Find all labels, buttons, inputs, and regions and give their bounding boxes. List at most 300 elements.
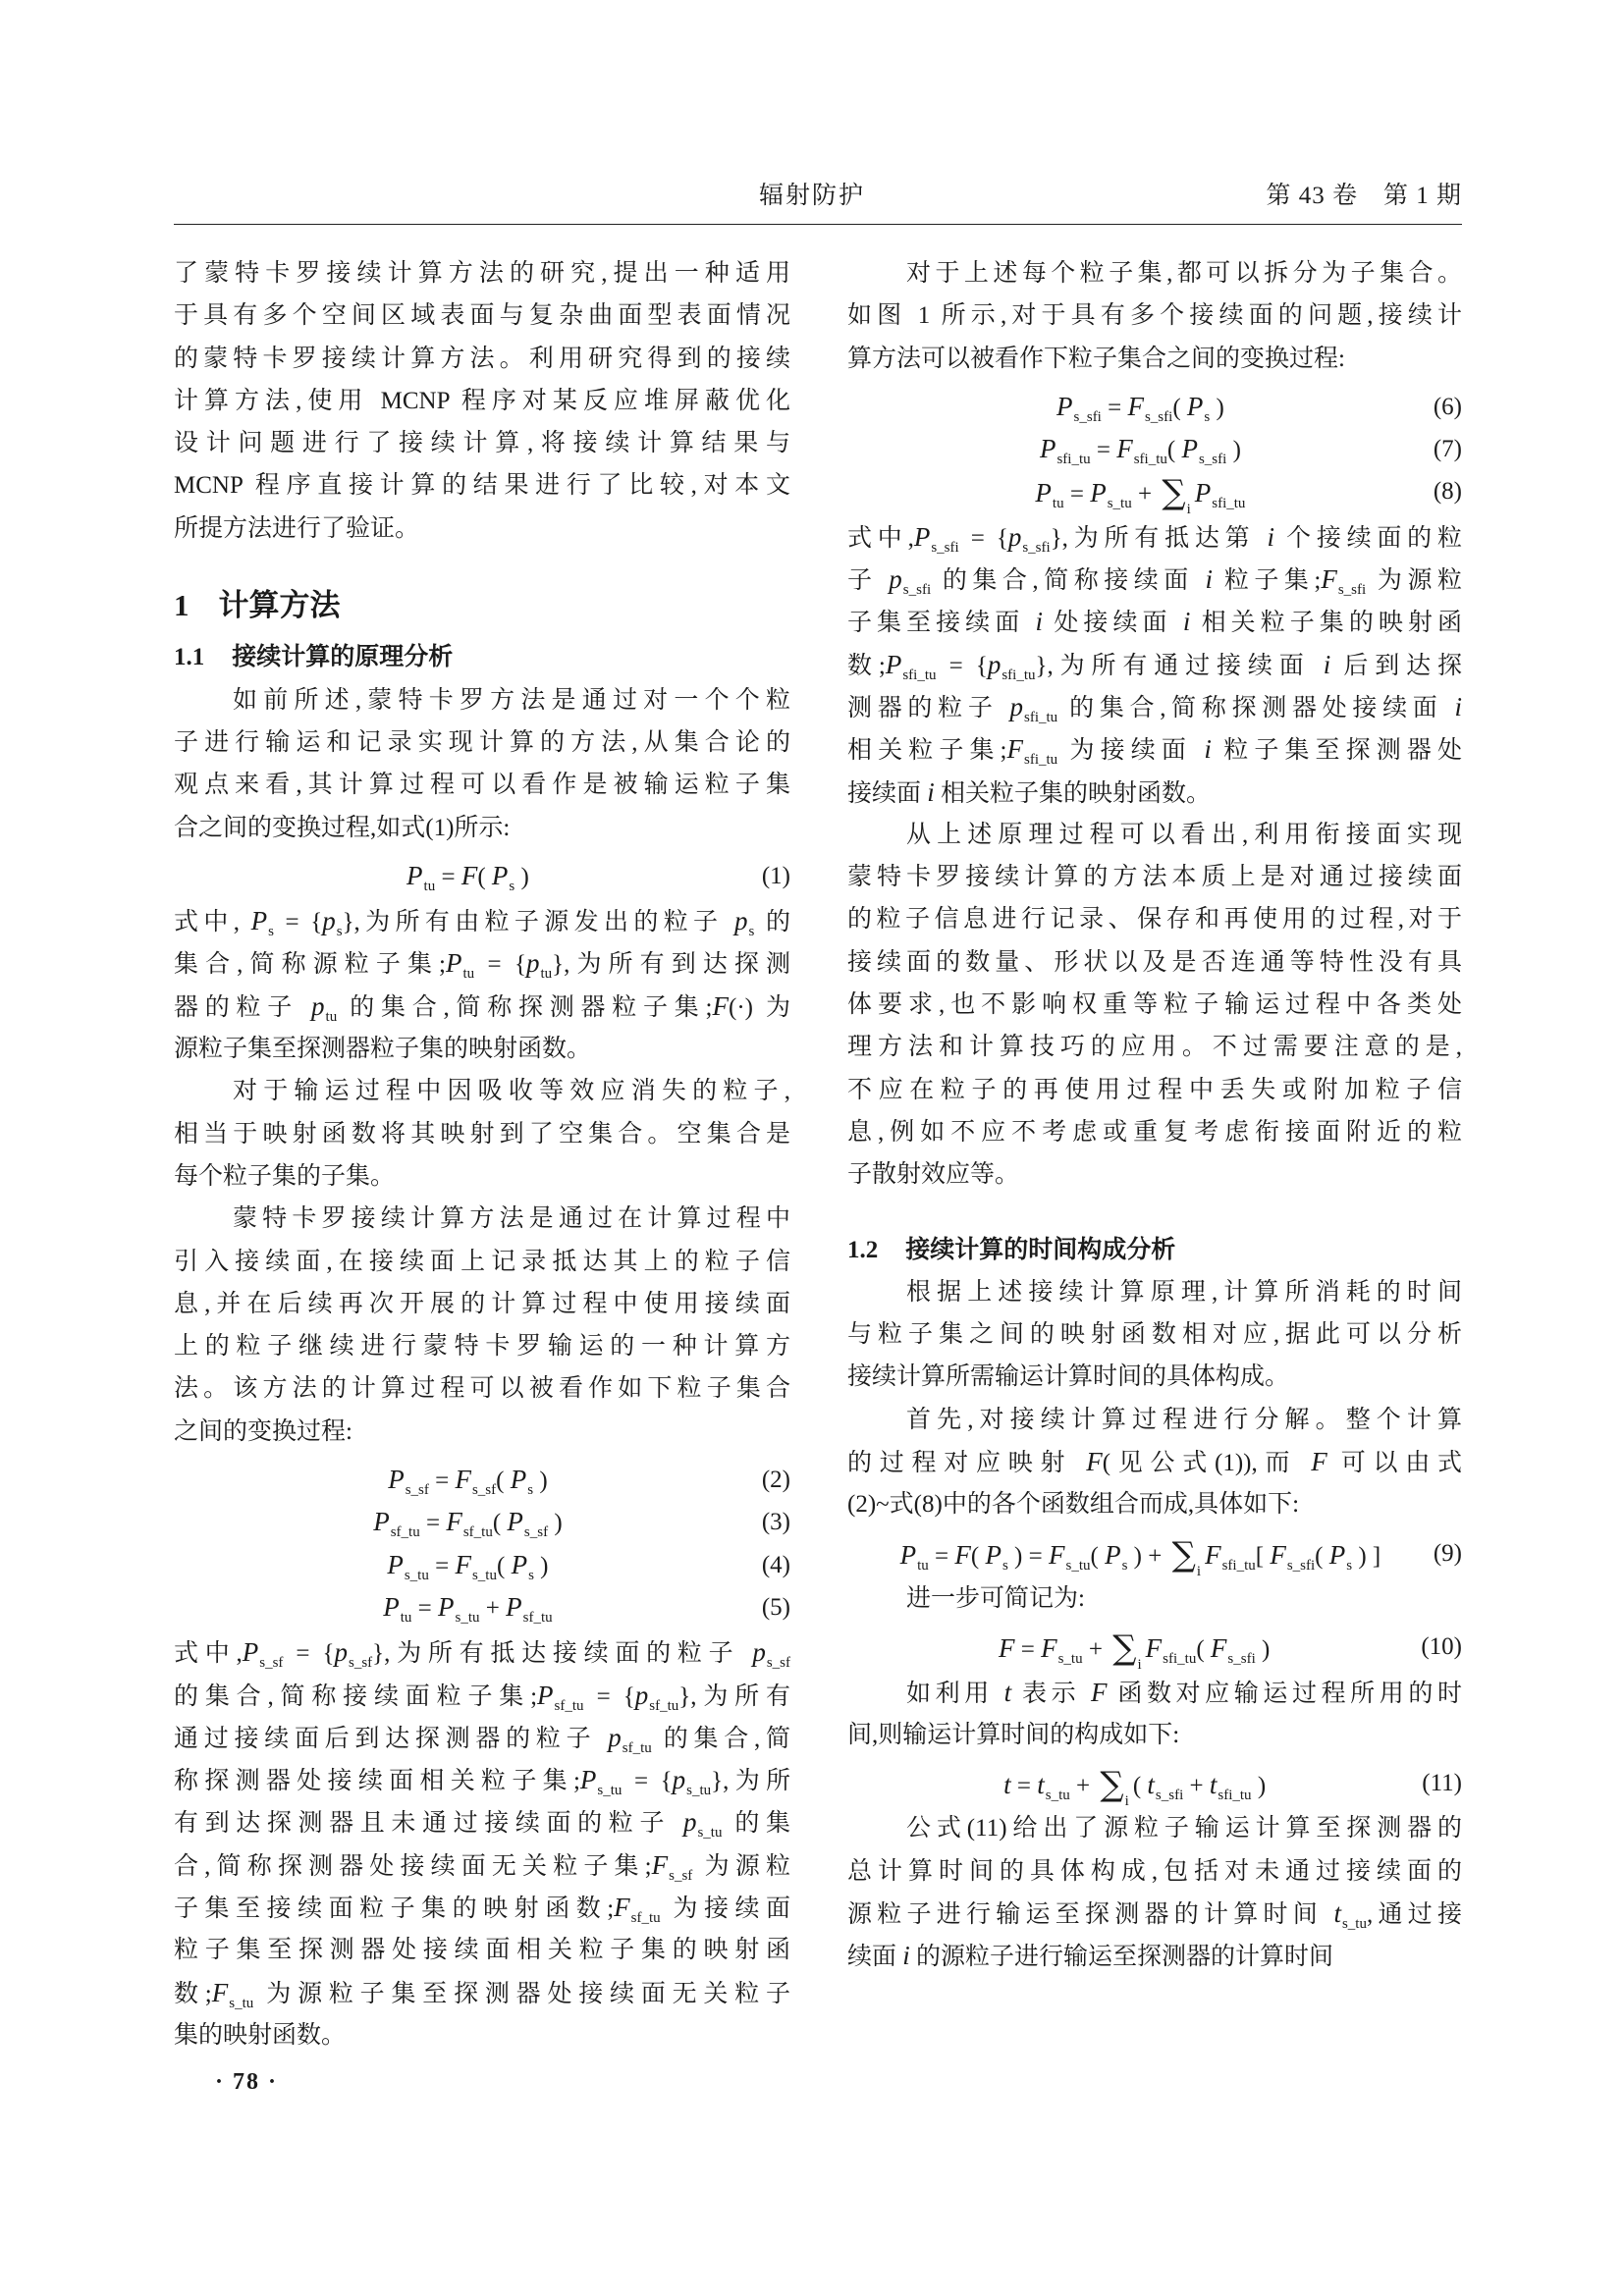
math-variable: F <box>1321 564 1337 595</box>
text-run: 为接续面 <box>1057 737 1205 765</box>
text-run: ) <box>533 1552 549 1579</box>
equation-number: (11) <box>1422 1770 1462 1797</box>
text-run: = <box>428 1468 456 1495</box>
math-subscript: i <box>1196 1563 1202 1579</box>
text-run: = <box>419 1510 447 1537</box>
text-run: 从上述原理过程可以看出,利用衔接面实现 <box>906 821 1462 848</box>
text-run: = { <box>273 909 323 936</box>
math-variable: P <box>373 1507 390 1537</box>
math-term <box>438 1591 480 1626</box>
text-run: (见公式(1)),而 <box>1102 1450 1312 1477</box>
text-run: 上的粒子继续进行蒙特卡罗输运的一种计算方 <box>174 1333 790 1361</box>
text-run: 为源粒 <box>692 1852 790 1880</box>
math-variable: p <box>311 990 325 1021</box>
math-subscript: sfi_tu <box>1056 452 1091 468</box>
text-run: 息,例如不应不考虑或重复考虑衔接面附近的粒 <box>847 1118 1462 1146</box>
math-term <box>1035 478 1064 512</box>
summation-symbol <box>1162 473 1191 518</box>
text-run: ) + <box>1127 1542 1168 1570</box>
math-subscript: sfi_tu <box>1023 709 1058 725</box>
text-line <box>174 1675 790 1717</box>
math-variable: P <box>388 1465 405 1495</box>
text-line <box>174 294 790 337</box>
text-line <box>847 898 1462 940</box>
text-line <box>847 559 1462 601</box>
math-variable: P <box>446 948 462 979</box>
text-run: MCNP 程序直接计算的结果进行了比较,对本文 <box>174 472 790 500</box>
equation-formula <box>174 1501 762 1543</box>
math-variable: p <box>608 1722 622 1752</box>
text-run: },为所 <box>711 1768 790 1795</box>
text-line <box>174 1113 790 1155</box>
math-subscript: s_tu <box>404 1567 429 1583</box>
equation-number: (7) <box>1433 436 1462 463</box>
text-run: 观点来看,其计算过程可以看作是被输运粒子集 <box>174 772 790 799</box>
text-line <box>847 516 1462 559</box>
math-term <box>1181 434 1227 468</box>
text-run: 的集合,简称探测器粒子集; <box>337 993 713 1021</box>
math-term <box>1186 391 1211 425</box>
text-run: (2)~式(8)中的各个函数组合而成,具体如下: <box>847 1491 1300 1519</box>
text-run: 测器的粒子 <box>847 694 1010 721</box>
text-line <box>174 764 790 806</box>
text-run: ) <box>514 863 529 890</box>
math-term <box>387 1549 429 1583</box>
issue-info: 第 43 卷 第 1 期 <box>1266 183 1462 209</box>
text-run: 对于输运过程中因吸收等效应消失的粒子, <box>233 1078 790 1105</box>
math-subscript: s_sfi <box>902 582 932 599</box>
text-run: ( <box>477 863 492 890</box>
left-column <box>174 252 790 2056</box>
text-run: 可以由式 <box>1326 1450 1462 1477</box>
math-term <box>334 1637 373 1672</box>
math-subscript: s_sf <box>669 1867 693 1884</box>
text-run: 的集 <box>722 1810 790 1838</box>
math-variable: F <box>651 1849 669 1880</box>
math-term <box>537 1680 584 1714</box>
math-subscript: s_sf <box>405 1482 429 1499</box>
text-line <box>847 856 1462 898</box>
math-term <box>672 1765 712 1799</box>
math-term <box>1333 1897 1367 1932</box>
math-variable: p <box>334 1637 348 1668</box>
math-subscript: sfi_tu <box>1163 1651 1197 1668</box>
text-run: 源粒子进行输运至探测器的计算时间 <box>847 1900 1334 1928</box>
math-term <box>211 1977 254 2011</box>
math-variable: F <box>1006 734 1023 765</box>
text-run: = <box>928 1542 955 1570</box>
math-variable: t <box>1333 1897 1341 1928</box>
text-line <box>174 986 790 1028</box>
text-run: ( <box>1172 394 1187 421</box>
text-run: 对于上述每个粒子集,都可以拆分为子集合。 <box>906 260 1462 287</box>
math-subscript: s_sfi <box>1022 539 1051 556</box>
math-subscript: s_tu <box>471 1567 497 1583</box>
equation <box>847 1762 1462 1810</box>
math-term <box>985 1539 1008 1574</box>
text-run: 函数对应输运过程所用的时 <box>1107 1680 1462 1707</box>
math-term <box>734 906 755 940</box>
subsection-heading <box>174 636 790 678</box>
text-run: 理方法和计算技巧的应用。不过需要注意的是, <box>847 1034 1462 1061</box>
math-subscript: sfi_tu <box>1221 1557 1256 1574</box>
text-run: 个接续面的粒 <box>1274 524 1462 552</box>
math-variable: p <box>672 1765 686 1795</box>
math-variable: i <box>1323 649 1331 679</box>
math-term <box>634 1680 679 1714</box>
math-subscript: tu <box>400 1609 412 1626</box>
math-term <box>889 564 932 599</box>
math-subscript: tu <box>423 878 436 894</box>
math-variable: F <box>455 1465 471 1495</box>
text-run: ( <box>1090 1542 1106 1570</box>
math-variable: P <box>511 1549 528 1579</box>
math-subscript: sf_tu <box>462 1524 493 1541</box>
text-line <box>174 507 790 550</box>
math-variable: F <box>1041 1633 1057 1664</box>
math-variable: t <box>1209 1770 1218 1800</box>
text-run: },为所有 <box>678 1682 791 1710</box>
text-line <box>174 1631 790 1674</box>
text-run: 粒子集; <box>1213 567 1322 595</box>
text-line <box>174 1198 790 1240</box>
equation-number: (2) <box>761 1467 790 1494</box>
text-run: 相关粒子集的映射函 <box>1190 610 1462 637</box>
math-variable: P <box>250 906 268 936</box>
text-run: 与粒子集之间的映射函数相对应,据此可以分析 <box>847 1321 1462 1349</box>
text-run: ) <box>1255 1636 1271 1664</box>
math-variable: P <box>510 1465 527 1495</box>
math-subscript: s_sf <box>766 1655 790 1672</box>
text-line <box>174 1717 790 1759</box>
math-subscript: s_sfi <box>1155 1788 1184 1804</box>
math-term <box>1321 564 1367 599</box>
equation-formula <box>847 428 1434 470</box>
paragraph <box>847 814 1462 1197</box>
text-run: 设计问题进行了接续计算,将接续计算结果与 <box>174 430 790 457</box>
text-run: = <box>411 1594 438 1622</box>
math-variable: P <box>537 1680 554 1710</box>
math-variable: p <box>322 906 336 936</box>
math-variable: F <box>1091 1677 1108 1707</box>
math-term <box>507 1507 549 1541</box>
math-subscript: sfi_tu <box>1218 1788 1252 1804</box>
paragraph <box>174 252 790 550</box>
math-subscript: tu <box>917 1557 929 1574</box>
math-variable: P <box>1090 478 1107 508</box>
text-run: 的过程对应映射 <box>847 1450 1087 1477</box>
math-term <box>885 649 937 683</box>
math-variable: F <box>460 860 478 890</box>
subsection-title: 接续计算的原理分析 <box>232 644 454 671</box>
math-term <box>511 1549 534 1583</box>
text-run: 如前所述,蒙特卡罗方法是通过对一个个粒 <box>233 686 790 714</box>
math-term <box>1090 478 1132 512</box>
text-run: 接续面 <box>847 779 928 807</box>
math-variable: F <box>1048 1539 1065 1570</box>
text-line <box>174 1929 790 1971</box>
text-run: ( <box>1315 1542 1329 1570</box>
text-run: (·) 为 <box>729 993 790 1021</box>
math-variable: F <box>1116 434 1133 464</box>
math-subscript: s <box>1346 1557 1353 1574</box>
math-variable: t <box>1003 1677 1012 1707</box>
math-variable: F <box>1086 1447 1103 1477</box>
sum-sign: ∑ <box>1162 473 1186 513</box>
math-term <box>311 990 338 1025</box>
text-run: 的 <box>754 909 790 936</box>
math-term <box>446 1507 493 1541</box>
text-run: 如图 1 所示,对于具有多个接续面的问题,接续计 <box>847 302 1462 330</box>
text-run: 不应在粒子的再使用过程中丢失或附加粒子信 <box>847 1076 1462 1103</box>
subsection-heading <box>847 1229 1462 1271</box>
math-subscript: s_sf <box>523 1524 549 1541</box>
math-term <box>1006 734 1058 769</box>
math-subscript: s <box>748 924 755 940</box>
math-variable: F <box>1127 391 1144 421</box>
math-term <box>1007 521 1051 556</box>
text-run: 为源粒子集至探测器处接续面无关粒子 <box>253 1980 790 2007</box>
text-run: + <box>1131 481 1159 508</box>
math-variable: i <box>902 1941 910 1971</box>
text-run: = <box>428 1552 456 1579</box>
text-run: 式中, <box>174 909 251 936</box>
text-run: + <box>1183 1773 1210 1800</box>
equation-formula <box>174 1586 762 1629</box>
math-subscript: tu <box>540 966 553 983</box>
math-term <box>712 990 730 1021</box>
text-run: ) = <box>1007 1542 1049 1570</box>
text-line <box>847 338 1462 380</box>
text-run: 称探测器处接续面相关粒子集; <box>174 1768 580 1795</box>
section-number: 1 <box>174 588 189 623</box>
math-term <box>388 1465 429 1499</box>
paragraph <box>174 1070 790 1198</box>
math-subscript: s <box>336 924 343 940</box>
math-variable: p <box>682 1807 697 1838</box>
text-line <box>174 1241 790 1283</box>
text-run: 式中, <box>847 524 914 552</box>
math-term <box>373 1507 420 1541</box>
section-heading <box>174 584 790 626</box>
math-variable: F <box>1145 1633 1163 1664</box>
text-run: 源粒子集至探测器粒子集的映射函数。 <box>174 1036 592 1063</box>
equation-number: (5) <box>761 1593 790 1621</box>
equation <box>847 1626 1462 1674</box>
sum-sign: ∑ <box>1171 1534 1196 1575</box>
math-subscript: tu <box>1052 496 1064 512</box>
text-line <box>174 464 790 507</box>
math-variable: P <box>1056 391 1073 421</box>
math-subscript: s <box>1121 1557 1128 1574</box>
math-variable: P <box>1035 478 1052 508</box>
math-variable: i <box>1454 691 1462 721</box>
math-term <box>614 1892 661 1926</box>
math-variable: P <box>985 1539 1001 1570</box>
math-term <box>455 1549 497 1583</box>
text-run: ( <box>970 1542 986 1570</box>
summation-symbol <box>1171 1534 1202 1579</box>
text-run: = <box>1090 437 1117 464</box>
text-run: 总计算时间的具体构成,包括对未通过接续面的 <box>847 1857 1462 1885</box>
text-run: = <box>1010 1773 1038 1800</box>
text-line <box>174 1411 790 1453</box>
math-variable: i <box>1267 521 1274 552</box>
math-term <box>927 776 935 807</box>
text-line <box>174 1887 790 1929</box>
text-run: 了蒙特卡罗接续计算方法的研究,提出一种适用 <box>174 260 790 287</box>
text-run: 法。该方法的计算过程可以被看作如下粒子集合 <box>174 1375 790 1403</box>
math-subscript: s_tu <box>686 1783 712 1799</box>
math-term <box>1205 564 1214 595</box>
text-line <box>174 1028 790 1070</box>
math-variable: P <box>1105 1539 1121 1570</box>
text-line <box>847 1577 1462 1620</box>
math-term <box>242 1637 284 1672</box>
math-variable: p <box>889 564 902 595</box>
text-line <box>174 252 790 294</box>
text-run: ( <box>496 1552 512 1579</box>
text-run: = { <box>583 1682 635 1710</box>
math-variable: t <box>1003 1770 1011 1800</box>
math-subscript: i <box>1186 502 1191 518</box>
math-subscript: s <box>1204 408 1211 425</box>
header-rule <box>174 224 1462 225</box>
paragraph <box>847 1577 1462 1620</box>
equation <box>174 1501 790 1543</box>
math-subscript: s_tu <box>1107 496 1132 512</box>
math-subscript: s_sf <box>471 1482 497 1499</box>
text-run: = { <box>474 951 526 979</box>
text-line <box>847 252 1462 294</box>
math-term <box>987 649 1036 683</box>
text-run: 为源粒 <box>1366 567 1462 595</box>
text-run: 公式(11)给出了源粒子输运计算至探测器的 <box>906 1815 1462 1842</box>
math-term <box>752 1637 790 1672</box>
text-run: 有到达探测器且未通过接续面的粒子 <box>174 1810 683 1838</box>
text-run: ) <box>533 1468 548 1495</box>
text-run: ) ] <box>1352 1542 1381 1570</box>
math-term <box>1091 1677 1108 1707</box>
math-subscript: s_tu <box>229 1995 254 2011</box>
text-run: 息,并在后续再次开展的计算过程中使用接续面 <box>174 1290 790 1317</box>
math-variable: P <box>491 860 509 890</box>
math-variable: p <box>752 1637 766 1668</box>
text-line <box>847 601 1462 643</box>
math-variable: P <box>913 521 931 552</box>
math-subscript: s_tu <box>1057 1651 1083 1668</box>
math-subscript: s_sfi <box>1227 1651 1256 1668</box>
text-run: },为所有抵达第 <box>1050 524 1268 552</box>
text-run: ( <box>492 1510 508 1537</box>
text-run: 后到达探 <box>1330 652 1462 679</box>
text-line <box>174 1070 790 1112</box>
math-variable: P <box>1194 478 1212 508</box>
math-term <box>1039 434 1091 468</box>
text-run: ,通过接 <box>1366 1900 1462 1928</box>
text-run: = { <box>622 1768 673 1795</box>
math-subscript: s_tu <box>1065 1557 1091 1574</box>
paragraph <box>847 1807 1462 1977</box>
math-variable: F <box>211 1977 229 2007</box>
text-run: ) <box>1210 394 1224 421</box>
math-variable: P <box>1039 434 1056 464</box>
text-run: 子集至接续面 <box>847 610 1036 637</box>
equation-formula <box>847 386 1434 428</box>
math-term <box>525 948 553 983</box>
equation-number: (9) <box>1433 1539 1462 1567</box>
text-run: 蒙特卡罗接续计算方法是通过在计算过程中 <box>233 1205 790 1233</box>
math-term <box>998 1633 1015 1664</box>
text-run: 进一步可简记为: <box>906 1584 1085 1612</box>
math-variable: F <box>1270 1539 1286 1570</box>
math-term <box>1454 691 1462 721</box>
text-line <box>847 1399 1462 1441</box>
text-line <box>174 807 790 849</box>
text-run: 的粒子信息进行记录、保存和再使用的过程,对于 <box>847 906 1462 934</box>
paragraph <box>847 516 1462 814</box>
math-subscript: sf_tu <box>390 1524 420 1541</box>
summation-symbol <box>1112 1629 1142 1674</box>
text-run: 如利用 <box>906 1680 1004 1707</box>
math-term <box>579 1765 623 1799</box>
text-line <box>174 1801 790 1843</box>
paragraph <box>174 679 790 849</box>
text-line <box>174 338 790 380</box>
math-term <box>1147 1770 1184 1804</box>
text-run: 所提方法进行了验证。 <box>174 514 420 542</box>
paragraph <box>847 1672 1462 1757</box>
math-subscript: s_sfi <box>1286 1557 1316 1574</box>
text-run: },为所有由粒子源发出的粒子 <box>342 909 735 936</box>
text-run: = <box>435 863 461 890</box>
text-line <box>847 1672 1462 1714</box>
math-term <box>1056 391 1102 425</box>
text-run: 粒子集至探测器处 <box>1211 737 1462 765</box>
text-run: 子集至接续面粒子集的映射函数; <box>174 1895 615 1922</box>
text-line <box>847 1271 1462 1313</box>
math-variable: p <box>1007 521 1022 552</box>
subsection-number: 1.2 <box>847 1236 879 1263</box>
text-line <box>174 721 790 764</box>
math-subscript: s_tu <box>697 1825 723 1842</box>
math-term <box>1116 434 1167 468</box>
math-variable: P <box>1186 391 1204 421</box>
math-term <box>1145 1633 1197 1668</box>
text-line <box>174 900 790 942</box>
text-line <box>174 942 790 985</box>
math-variable: F <box>998 1633 1015 1664</box>
math-term <box>1105 1539 1128 1574</box>
equation-formula <box>847 1532 1434 1579</box>
math-term <box>608 1722 652 1756</box>
math-subscript: i <box>1137 1657 1142 1674</box>
journal-title: 辐射防护 <box>758 183 865 209</box>
page-number: · 78 · <box>215 2069 279 2095</box>
math-subscript: s_sfi <box>1144 408 1173 425</box>
math-subscript: s_sfi <box>931 539 959 556</box>
math-subscript: s_sfi <box>1073 408 1102 425</box>
text-line <box>847 1153 1462 1196</box>
math-subscript: sf_tu <box>630 1909 661 1926</box>
equation-number: (6) <box>1433 393 1462 420</box>
text-run: ( <box>1132 1773 1148 1800</box>
text-line <box>847 1807 1462 1849</box>
math-variable: F <box>446 1507 462 1537</box>
equation <box>847 470 1462 518</box>
math-term <box>491 860 515 894</box>
equation <box>847 1532 1462 1579</box>
